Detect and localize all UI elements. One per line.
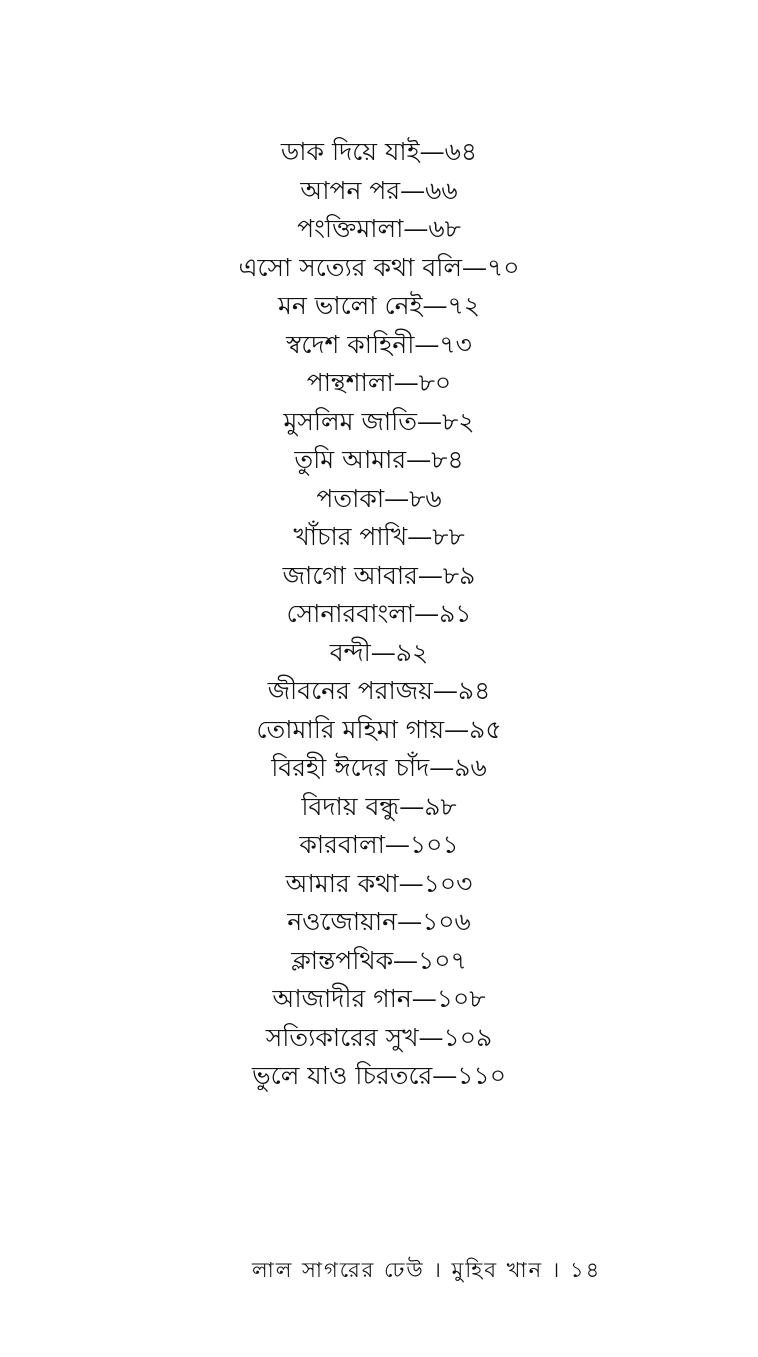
toc-entry: স্বদেশ কাহিনী—৭৩: [286, 329, 472, 359]
table-of-contents: [0, 133, 758, 1096]
toc-entry: খাঁচার পাখি—৮৮: [293, 522, 465, 551]
toc-entry: তুমি আমার—৮৪: [294, 445, 464, 474]
toc-entry: ডাক দিয়ে যাই—৬৪: [280, 137, 478, 166]
toc-entry: এসো সত্যের কথা বলি—৭০: [238, 252, 520, 282]
toc-entry: বিদায় বন্ধু—৯৮: [301, 791, 457, 821]
toc-entry: ক্লান্তপথিক—১০৭: [291, 945, 467, 975]
toc-entry: পতাকা—৮৬: [316, 483, 442, 513]
toc-entry: কারবালা—১০১: [299, 830, 459, 859]
toc-entry: নওজোয়ান—১০৬: [287, 907, 471, 936]
toc-entry: বন্দী—৯২: [329, 637, 429, 667]
toc-entry: মুসলিম জাতি—৮২: [283, 406, 475, 436]
footer-running-title: লাল সাগরের ঢেউ । মুহিব খান । ১৪: [252, 1258, 602, 1282]
toc-entry: জাগো আবার—৮৯: [282, 560, 476, 590]
toc-entry: মন ভালো নেই—৭২: [277, 291, 481, 320]
toc-entry: তোমারি মহিমা গায়—৯৫: [256, 714, 502, 744]
toc-entry: আপন পর—৬৬: [300, 175, 458, 205]
toc-entry: সত্যিকারের সুখ—১০৯: [265, 1022, 493, 1052]
toc-entry: পান্থশালা—৮০: [306, 368, 452, 397]
page-footer: [0, 1252, 758, 1288]
toc-entry: বিরহী ঈদের চাঁদ—৯৬: [271, 753, 487, 782]
toc-entry: ভুলে যাও চিরতরে—১১০: [252, 1061, 506, 1090]
toc-entry: পংক্তিমালা—৬৮: [297, 214, 461, 243]
toc-entry: আজাদীর গান—১০৮: [272, 984, 486, 1013]
toc-entry: সোনারবাংলা—৯১: [286, 599, 472, 628]
toc-entry: আমার কথা—১০৩: [285, 868, 473, 898]
toc-entry: জীবনের পরাজয়—৯৪: [267, 676, 491, 705]
